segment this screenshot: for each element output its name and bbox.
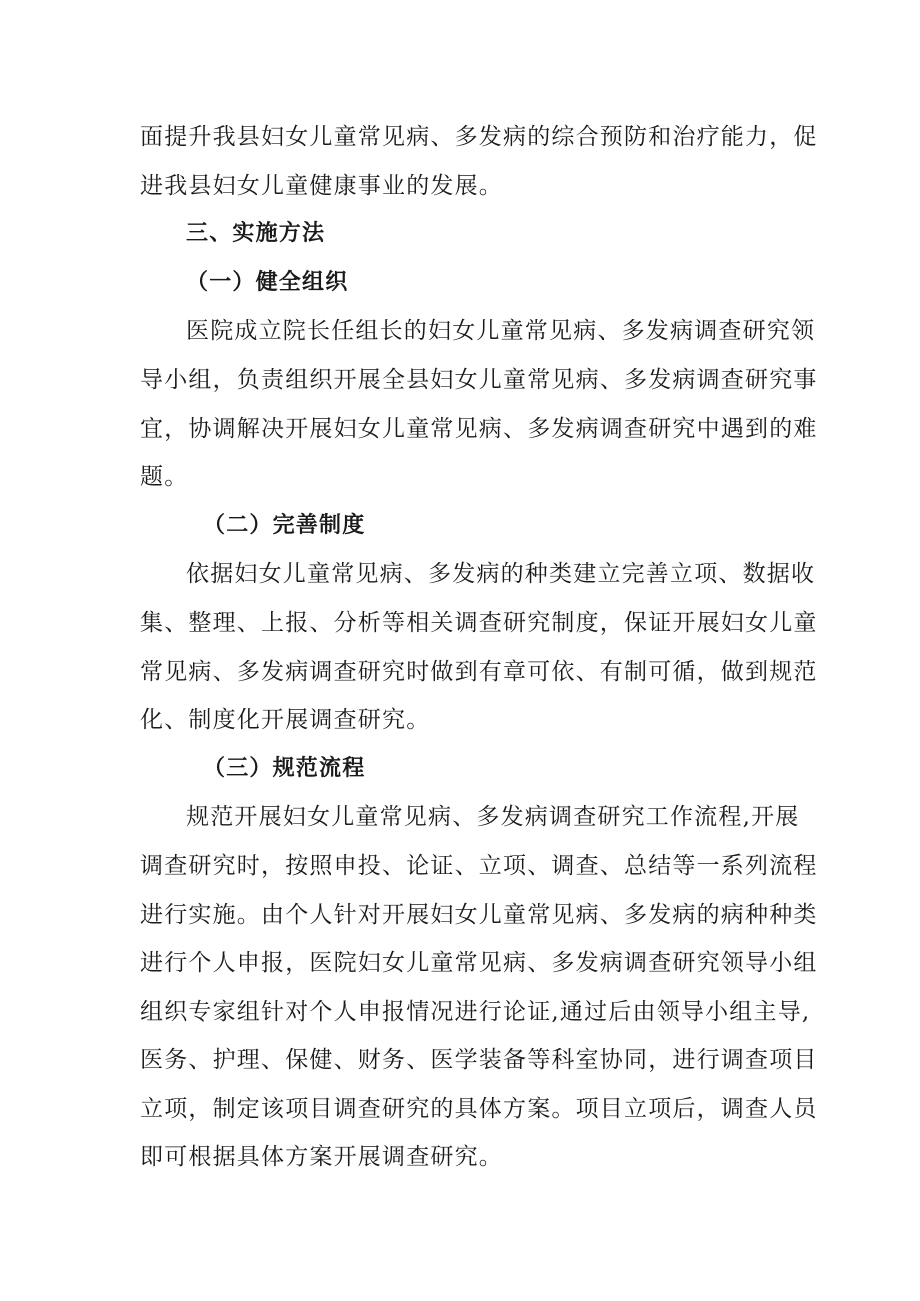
text-line: 立项，制定该项目调查研究的具体方案。项目立项后，调查人员 — [140, 1095, 818, 1122]
section-heading: 三、实施方法 — [186, 221, 326, 247]
text-line: 进我县妇女儿童健康事业的发展。 — [140, 172, 503, 199]
subsection-heading: （一）健全组织 — [186, 269, 349, 295]
text-line: 化、制度化开展调查研究。 — [140, 707, 431, 734]
text-line: 宜，协调解决开展妇女儿童常见病、多发病调查研究中遇到的难 — [140, 415, 818, 442]
text-line: 进行个人申报，医院妇女儿童常见病、多发病调查研究领导小组 — [140, 950, 818, 977]
text-line: 常见病、多发病调查研究时做到有章可依、有制可循，做到规范 — [140, 658, 818, 685]
text-line: 集、整理、上报、分析等相关调查研究制度，保证开展妇女儿童 — [140, 609, 818, 636]
text-line: 医务、护理、保健、财务、医学装备等科室协同，进行调查项目 — [140, 1047, 818, 1074]
text-line: 进行实施。由个人针对开展妇女儿童常见病、多发病的病种种类 — [140, 901, 818, 928]
paragraph — [140, 307, 818, 501]
text-line: 依据妇女儿童常见病、多发病的种类建立完善立项、数据收 — [186, 561, 816, 588]
text-line: 题。 — [140, 464, 189, 491]
paragraph — [140, 793, 818, 1182]
text-line: 调查研究时，按照申投、论证、立项、调查、总结等一系列流程 — [140, 852, 818, 879]
subsection-heading: （三）规范流程 — [203, 755, 366, 781]
text-line: 规范开展妇女儿童常见病、多发病调查研究工作流程,开展 — [186, 804, 800, 831]
text-line: 面提升我县妇女儿童常见病、多发病的综合预防和治疗能力，促 — [140, 124, 818, 150]
intro-paragraph — [140, 113, 818, 210]
document-body — [140, 113, 818, 1182]
text-line: 即可根据具体方案开展调查研究。 — [140, 1144, 503, 1171]
subsection-heading: （二）完善制度 — [203, 512, 366, 538]
text-line: 医院成立院长任组长的妇女儿童常见病、多发病调查研究领 — [186, 318, 816, 345]
paragraph — [140, 550, 818, 744]
text-line: 组织专家组针对个人申报情况进行论证,通过后由领导小组主导, — [140, 998, 811, 1025]
text-line: 导小组，负责组织开展全县妇女儿童常见病、多发病调查研究事 — [140, 366, 818, 393]
